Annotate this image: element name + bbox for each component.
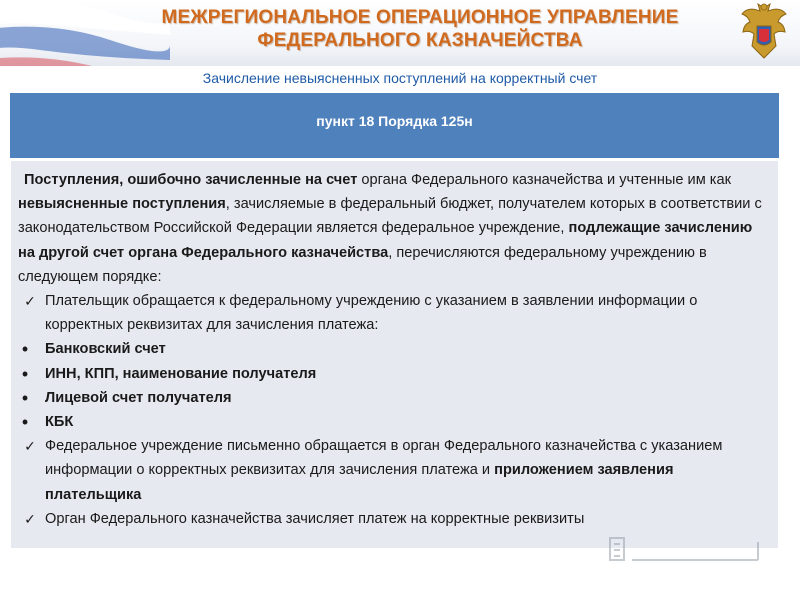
bullet-item-2-text: ИНН, КПП, наименование получателя: [45, 365, 317, 382]
check-item-1: [18, 289, 770, 337]
header-banner: [0, 0, 800, 66]
checkmark-icon: ✓: [24, 510, 36, 527]
panel-header: [10, 93, 779, 161]
bullet-item-3: [18, 386, 770, 410]
check-item-3: [18, 507, 770, 531]
bullet-item-3-text: Лицевой счет получателя: [45, 389, 232, 406]
bullet-item-1: [18, 337, 770, 361]
checkmark-icon: ✓: [24, 293, 36, 310]
check-item-1-text: Плательщик обращается к федеральному учреждению с указанием в заявлении информации о корректных реквизитах для зачисления платежа:: [45, 293, 698, 334]
check-item-2: [18, 434, 770, 507]
bullet-item-2: [18, 362, 770, 386]
panel-heading: пункт 18 Порядка 125н: [316, 113, 473, 129]
intro-paragraph: [18, 168, 770, 289]
intro-text-1: органа Федерального казначейства и учтенные им как: [357, 172, 732, 188]
content-panel: [10, 93, 779, 549]
intro-bold-2: невыясненные поступления: [18, 196, 226, 213]
bullet-item-1-text: Банковский счет: [45, 341, 166, 358]
panel-body: [18, 168, 770, 531]
intro-bold-3: подлежащие зачислению на другой счет органа Федерального казначейства: [18, 220, 753, 261]
russian-flag-decoration: [0, 0, 170, 66]
checkmark-icon: ✓: [24, 438, 36, 455]
intro-text-3: , перечисляются федеральному учреждению в следующем порядке:: [18, 244, 707, 285]
watermark-logo-icon: [608, 532, 766, 568]
bullet-dot-icon: •: [21, 387, 29, 408]
intro-bold-1: Поступления, ошибочно зачисленные на счет: [24, 172, 358, 188]
check-item-2-bold: приложением заявления плательщика: [45, 462, 674, 503]
intro-text-2: , зачисляемые в федеральный бюджет, получателем которых в соответствии с законодательством Российской Федерации является федеральное учреждение,: [18, 196, 762, 237]
bullet-dot-icon: •: [21, 339, 29, 360]
slide-subtitle: Зачисление невыясненных поступлений на корректный счет: [202, 70, 598, 86]
bullet-item-4-text: КБК: [45, 414, 74, 431]
page-title: [150, 6, 690, 52]
check-item-3-text: Орган Федерального казначейства зачисляет платеж на корректные реквизиты: [45, 510, 585, 527]
bullet-item-4: [18, 410, 770, 434]
bullet-dot-icon: •: [21, 412, 29, 433]
title-line-2: ФЕДЕРАЛЬНОГО КАЗНАЧЕЙСТВА: [257, 30, 583, 51]
bullet-dot-icon: •: [21, 363, 29, 384]
double-headed-eagle-emblem-icon: [738, 2, 790, 60]
title-line-1: МЕЖРЕГИОНАЛЬНОЕ ОПЕРАЦИОННОЕ УПРАВЛЕНИЕ: [161, 7, 679, 28]
check-item-2-text: Федеральное учреждение письменно обращается в орган Федерального казначейства с указанием информации о корректных реквизитах для зачисления платежа и: [45, 438, 723, 479]
